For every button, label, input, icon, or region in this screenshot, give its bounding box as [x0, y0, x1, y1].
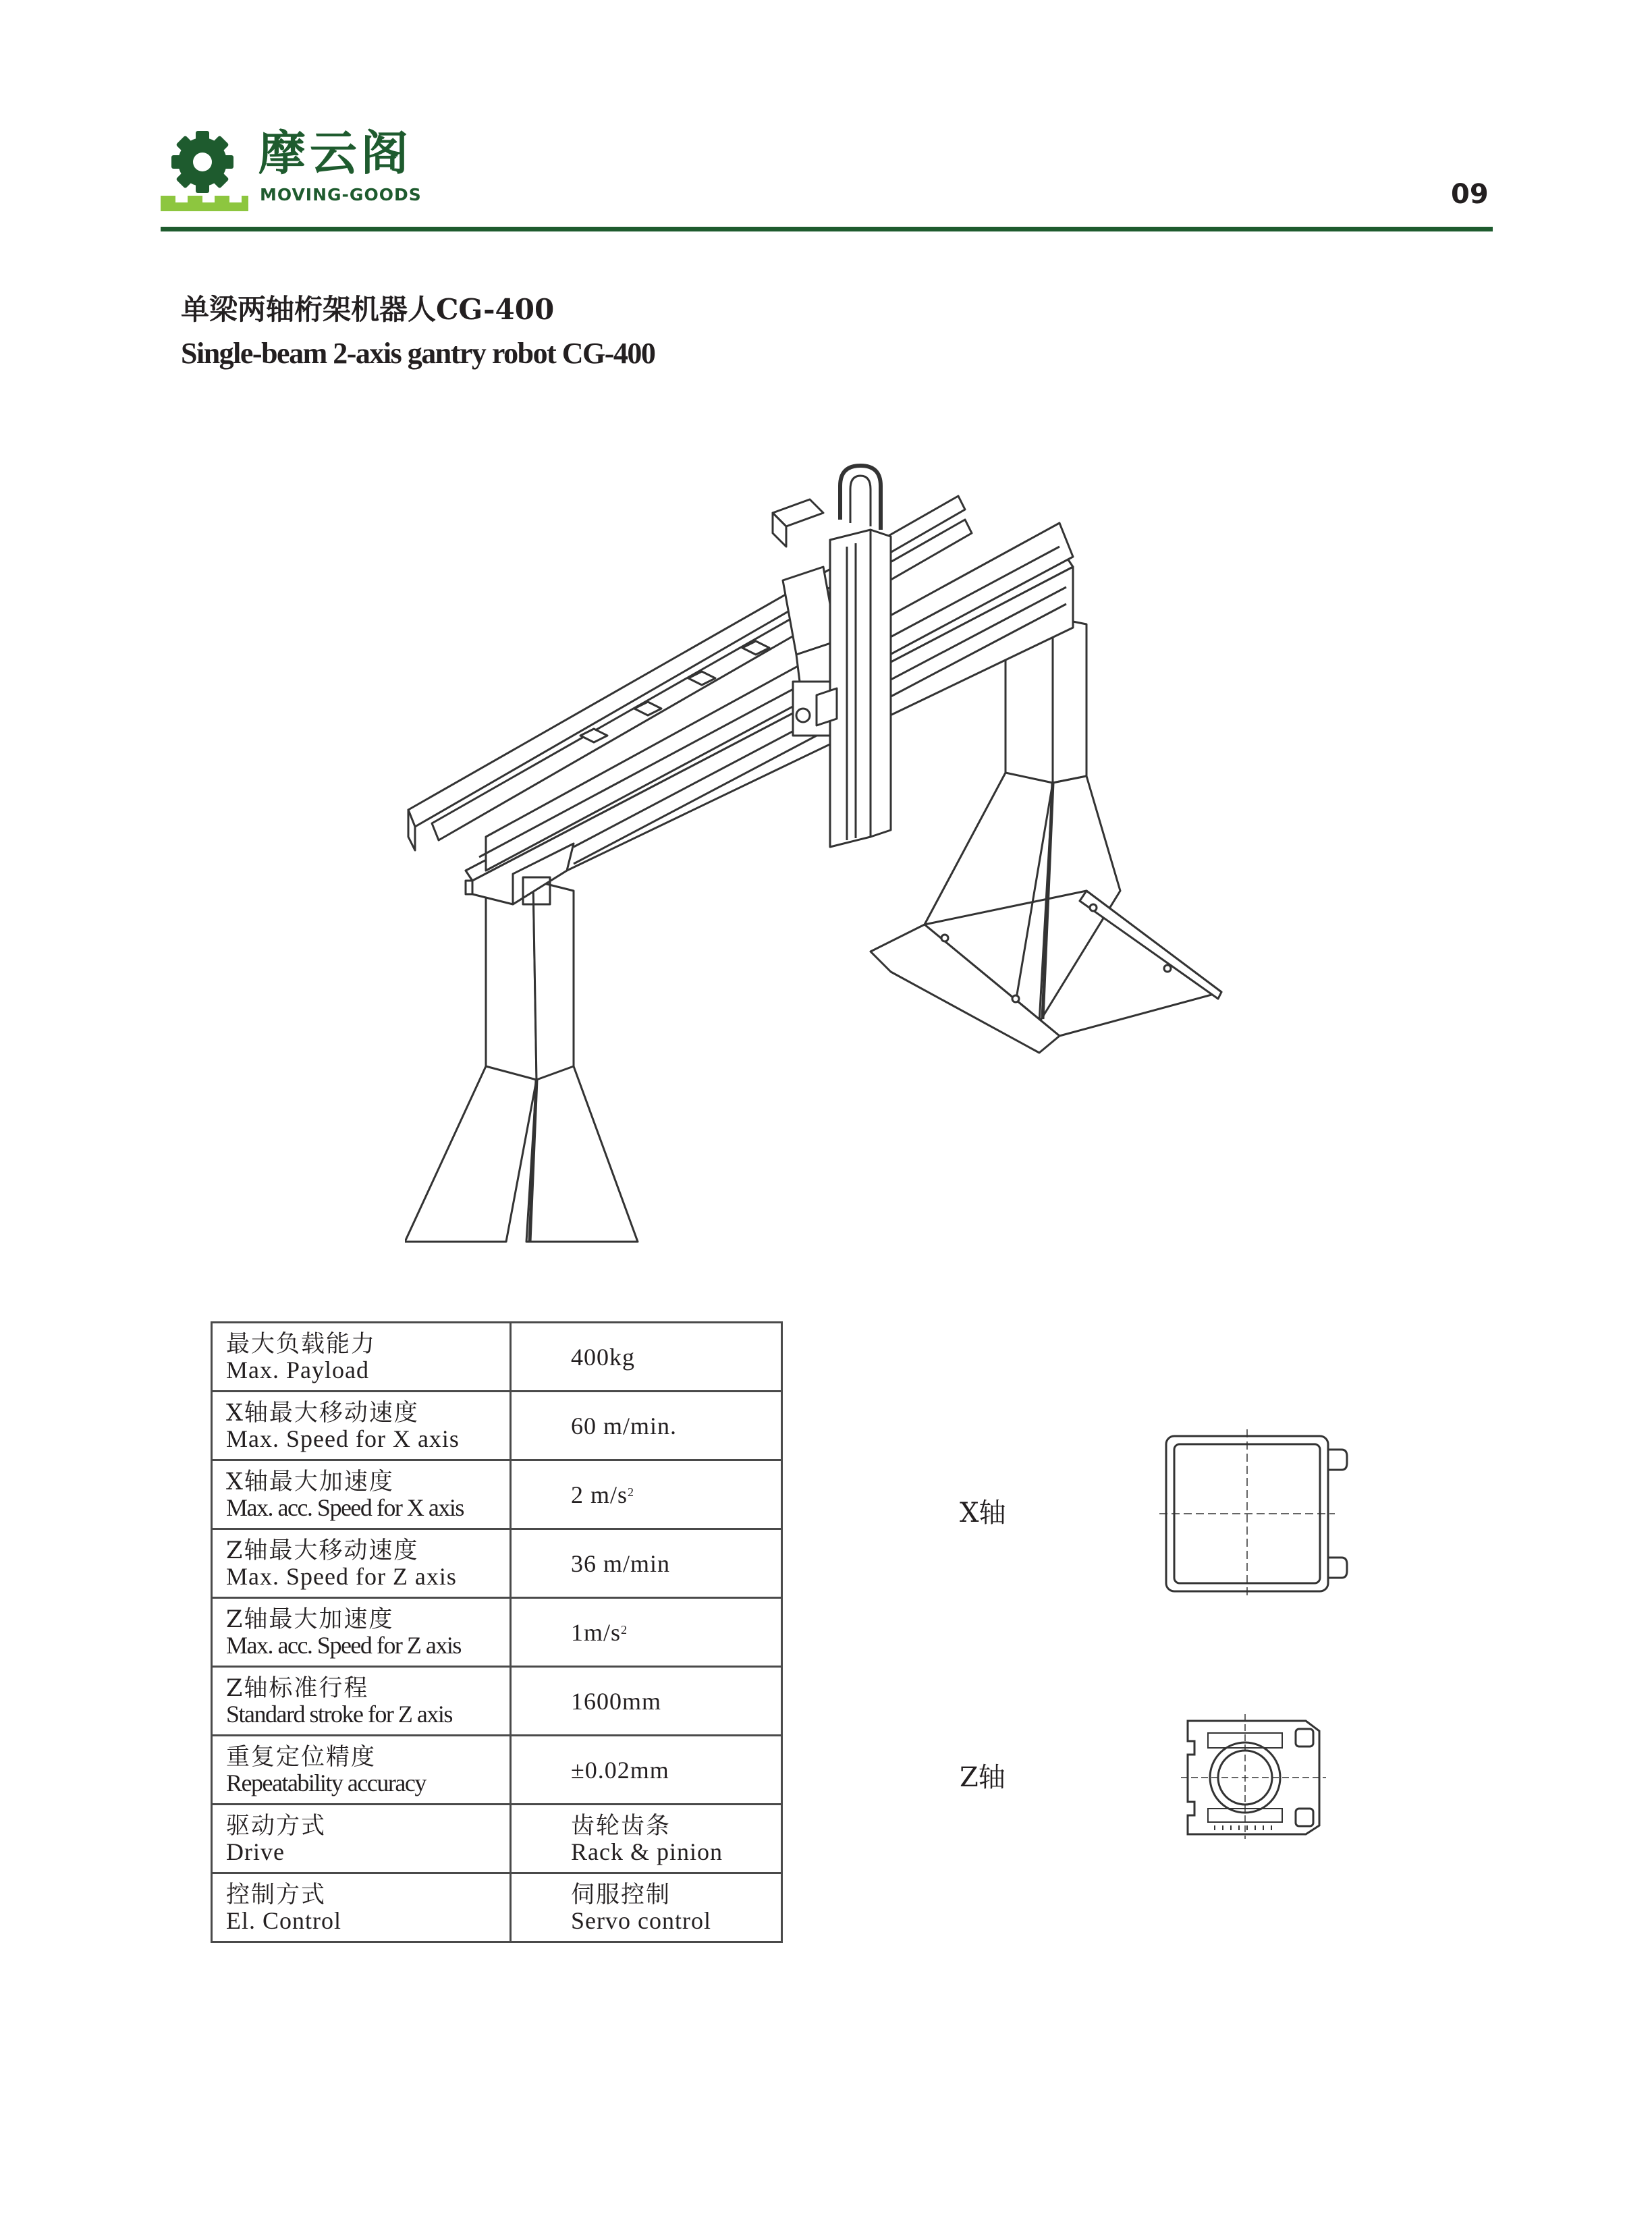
spec-value: [511, 1805, 782, 1873]
spec-value-number: 1m/s: [571, 1618, 622, 1646]
spec-label: [212, 1805, 511, 1873]
table-row: [212, 1598, 782, 1667]
z-axis-label: Z轴: [960, 1762, 1006, 1793]
spec-value-text: 1600mm: [571, 1687, 662, 1715]
spec-label: [212, 1598, 511, 1667]
spec-label-chinese: 驱动方式: [226, 1812, 327, 1840]
spec-label-chinese: 控制方式: [226, 1881, 327, 1908]
product-title-chinese: 单梁两轴桁架机器人CG-400: [181, 293, 555, 326]
x-axis-label: X轴: [960, 1497, 1006, 1529]
spec-label-english: Max. Speed for Z axis: [226, 1562, 457, 1590]
spec-label: [212, 1460, 511, 1529]
spec-label-english: Drive: [226, 1838, 285, 1865]
x-axis-profile-drawing: [1159, 1429, 1348, 1598]
page-number: 09: [1451, 179, 1489, 210]
spec-value-text: 60 m/min.: [571, 1412, 678, 1439]
spec-label: [212, 1392, 511, 1460]
spec-value-number: 2 m/s: [571, 1481, 628, 1508]
spec-label-chinese: X轴最大移动速度: [226, 1399, 419, 1427]
spec-label-english: Max. Payload: [226, 1356, 369, 1383]
spec-label: [212, 1529, 511, 1598]
spec-label-english: Max. acc. Speed for X axis: [226, 1493, 464, 1521]
table-row: [212, 1667, 782, 1736]
spec-label-english: El. Control: [226, 1906, 341, 1934]
spec-label-chinese: Z轴最大加速度: [226, 1605, 394, 1633]
spec-label-chinese: Z轴最大移动速度: [226, 1537, 419, 1564]
gantry-robot-illustration: [405, 459, 1242, 1255]
unit-superscript: 2: [628, 1485, 635, 1499]
z-axis-profile-drawing: [1181, 1714, 1326, 1839]
spec-label: [212, 1323, 511, 1392]
spec-value-chinese: 齿轮齿条: [571, 1812, 671, 1840]
spec-value: [511, 1392, 782, 1460]
spec-label-english: Max. Speed for X axis: [226, 1425, 460, 1452]
spec-label: [212, 1736, 511, 1805]
spec-value-english: Servo control: [571, 1906, 711, 1934]
spec-value: [511, 1667, 782, 1736]
spec-label-english: Repeatability accuracy: [226, 1769, 426, 1796]
spec-value-text: [571, 1619, 781, 1646]
spec-label-chinese: Z轴标准行程: [226, 1674, 369, 1702]
spec-label-english: Max. acc. Speed for Z axis: [226, 1631, 461, 1659]
spec-value: [511, 1460, 782, 1529]
spec-label-chinese: 最大负载能力: [226, 1330, 377, 1358]
table-row: [212, 1392, 782, 1460]
left-support-leg: [405, 881, 638, 1242]
specification-table: [211, 1321, 783, 1943]
spec-value: [511, 1736, 782, 1805]
header-divider: [161, 227, 1493, 231]
spec-label-english: Standard stroke for Z axis: [226, 1700, 452, 1728]
spec-value-chinese: 伺服控制: [571, 1881, 671, 1908]
spec-label: [212, 1667, 511, 1736]
table-row: [212, 1529, 782, 1598]
spec-value: [511, 1873, 782, 1942]
spec-value-text: ±0.02mm: [571, 1756, 669, 1784]
table-row: [212, 1323, 782, 1392]
spec-value-text: [571, 1481, 781, 1508]
table-row: [212, 1736, 782, 1805]
product-title-english: Single-beam 2-axis gantry robot CG-400: [181, 337, 655, 370]
spec-value: [511, 1323, 782, 1392]
spec-value: [511, 1529, 782, 1598]
spec-value: [511, 1598, 782, 1667]
unit-superscript: 2: [621, 1622, 628, 1637]
table-row: [212, 1460, 782, 1529]
spec-value-english: Rack & pinion: [571, 1838, 723, 1865]
spec-value-text: 400kg: [571, 1343, 635, 1371]
logo-english-name: MOVING-GOODS: [260, 185, 422, 204]
spec-value-text: 36 m/min: [571, 1549, 671, 1577]
table-row: [212, 1873, 782, 1942]
spec-label-chinese: X轴最大加速度: [226, 1468, 394, 1495]
spec-label: [212, 1873, 511, 1942]
logo-chinese-name: 摩云阁: [258, 126, 412, 181]
spec-label-chinese: 重复定位精度: [226, 1743, 377, 1771]
table-row: [212, 1805, 782, 1873]
